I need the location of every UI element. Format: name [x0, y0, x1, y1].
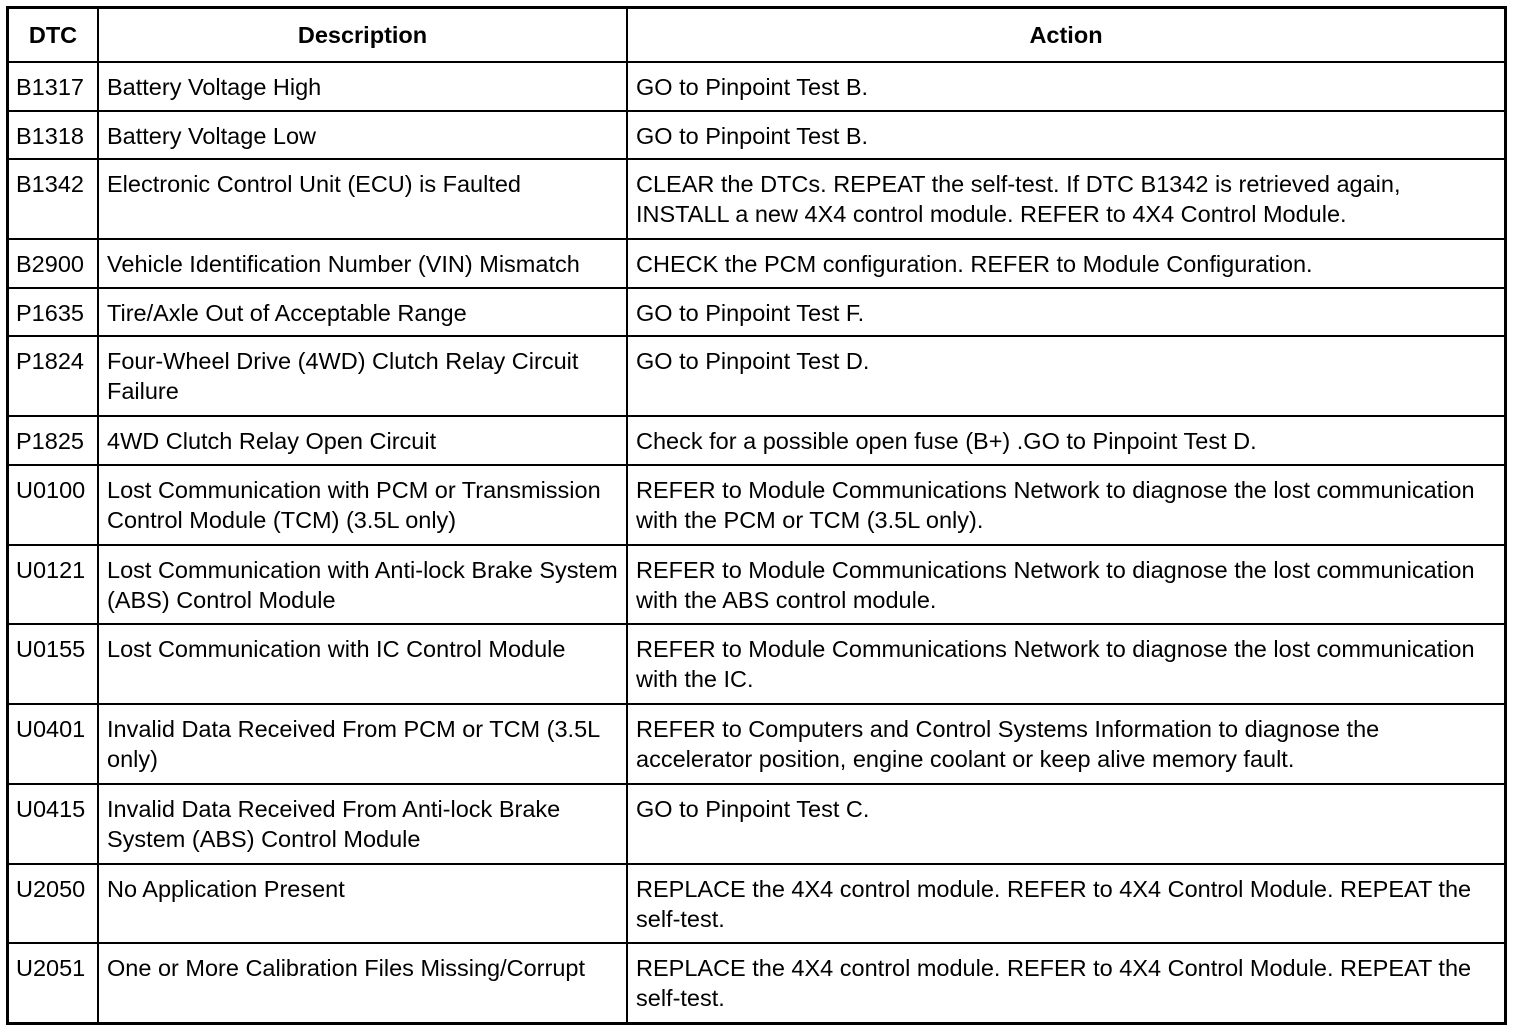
dtc-code: U0415	[9, 784, 98, 864]
table-row	[9, 784, 1504, 864]
table-row	[9, 62, 1504, 111]
dtc-action: REFER to Computers and Control Systems Information to diagnose the accelerator position, engine coolant or keep alive memory fault.	[627, 704, 1504, 784]
table-row	[9, 864, 1504, 944]
table-row	[9, 159, 1504, 239]
table-row	[9, 943, 1504, 1022]
dtc-description: No Application Present	[98, 864, 627, 944]
dtc-action: REFER to Module Communications Network to diagnose the lost communication with the ABS control module.	[627, 545, 1504, 625]
dtc-code: B1342	[9, 159, 98, 239]
dtc-code: U0100	[9, 465, 98, 545]
dtc-code: U2051	[9, 943, 98, 1022]
dtc-description: Battery Voltage High	[98, 62, 627, 111]
dtc-action: CHECK the PCM configuration. REFER to Module Configuration.	[627, 239, 1504, 288]
table-row	[9, 416, 1504, 465]
dtc-code: P1825	[9, 416, 98, 465]
table-row	[9, 111, 1504, 160]
dtc-action: GO to Pinpoint Test F.	[627, 288, 1504, 337]
dtc-code: B1317	[9, 62, 98, 111]
dtc-description: One or More Calibration Files Missing/Corrupt	[98, 943, 627, 1022]
dtc-action: REPLACE the 4X4 control module. REFER to 4X4 Control Module. REPEAT the self-test.	[627, 943, 1504, 1022]
dtc-description: Invalid Data Received From PCM or TCM (3.5L only)	[98, 704, 627, 784]
dtc-action: GO to Pinpoint Test D.	[627, 336, 1504, 416]
dtc-description: Vehicle Identification Number (VIN) Mismatch	[98, 239, 627, 288]
dtc-description: 4WD Clutch Relay Open Circuit	[98, 416, 627, 465]
dtc-action: REFER to Module Communications Network to diagnose the lost communication with the PCM or TCM (3.5L only).	[627, 465, 1504, 545]
dtc-description: Invalid Data Received From Anti-lock Brake System (ABS) Control Module	[98, 784, 627, 864]
dtc-code: U0401	[9, 704, 98, 784]
table-header-row	[9, 9, 1504, 62]
dtc-code: P1824	[9, 336, 98, 416]
dtc-description: Tire/Axle Out of Acceptable Range	[98, 288, 627, 337]
dtc-code: P1635	[9, 288, 98, 337]
dtc-code: B1318	[9, 111, 98, 160]
dtc-table-container	[6, 6, 1507, 1025]
dtc-action: GO to Pinpoint Test B.	[627, 62, 1504, 111]
dtc-action: GO to Pinpoint Test B.	[627, 111, 1504, 160]
header-action: Action	[627, 9, 1504, 62]
table-row	[9, 545, 1504, 625]
dtc-action: CLEAR the DTCs. REPEAT the self-test. If DTC B1342 is retrieved again, INSTALL a new 4X4 control module. REFER to 4X4 Control Module.	[627, 159, 1504, 239]
dtc-description: Lost Communication with PCM or Transmission Control Module (TCM) (3.5L only)	[98, 465, 627, 545]
dtc-action: REFER to Module Communications Network to diagnose the lost communication with the IC.	[627, 624, 1504, 704]
dtc-code: U0121	[9, 545, 98, 625]
table-row	[9, 624, 1504, 704]
dtc-description: Lost Communication with IC Control Module	[98, 624, 627, 704]
dtc-code: U0155	[9, 624, 98, 704]
dtc-description: Electronic Control Unit (ECU) is Faulted	[98, 159, 627, 239]
dtc-description: Four-Wheel Drive (4WD) Clutch Relay Circuit Failure	[98, 336, 627, 416]
dtc-action: Check for a possible open fuse (B+) .GO to Pinpoint Test D.	[627, 416, 1504, 465]
dtc-code: U2050	[9, 864, 98, 944]
table-row	[9, 288, 1504, 337]
dtc-action: REPLACE the 4X4 control module. REFER to 4X4 Control Module. REPEAT the self-test.	[627, 864, 1504, 944]
header-dtc: DTC	[9, 9, 98, 62]
dtc-code: B2900	[9, 239, 98, 288]
table-row	[9, 336, 1504, 416]
table-row	[9, 704, 1504, 784]
dtc-table	[9, 9, 1504, 1022]
dtc-action: GO to Pinpoint Test C.	[627, 784, 1504, 864]
dtc-description: Lost Communication with Anti-lock Brake System (ABS) Control Module	[98, 545, 627, 625]
table-row	[9, 239, 1504, 288]
table-row	[9, 465, 1504, 545]
header-description: Description	[98, 9, 627, 62]
dtc-description: Battery Voltage Low	[98, 111, 627, 160]
